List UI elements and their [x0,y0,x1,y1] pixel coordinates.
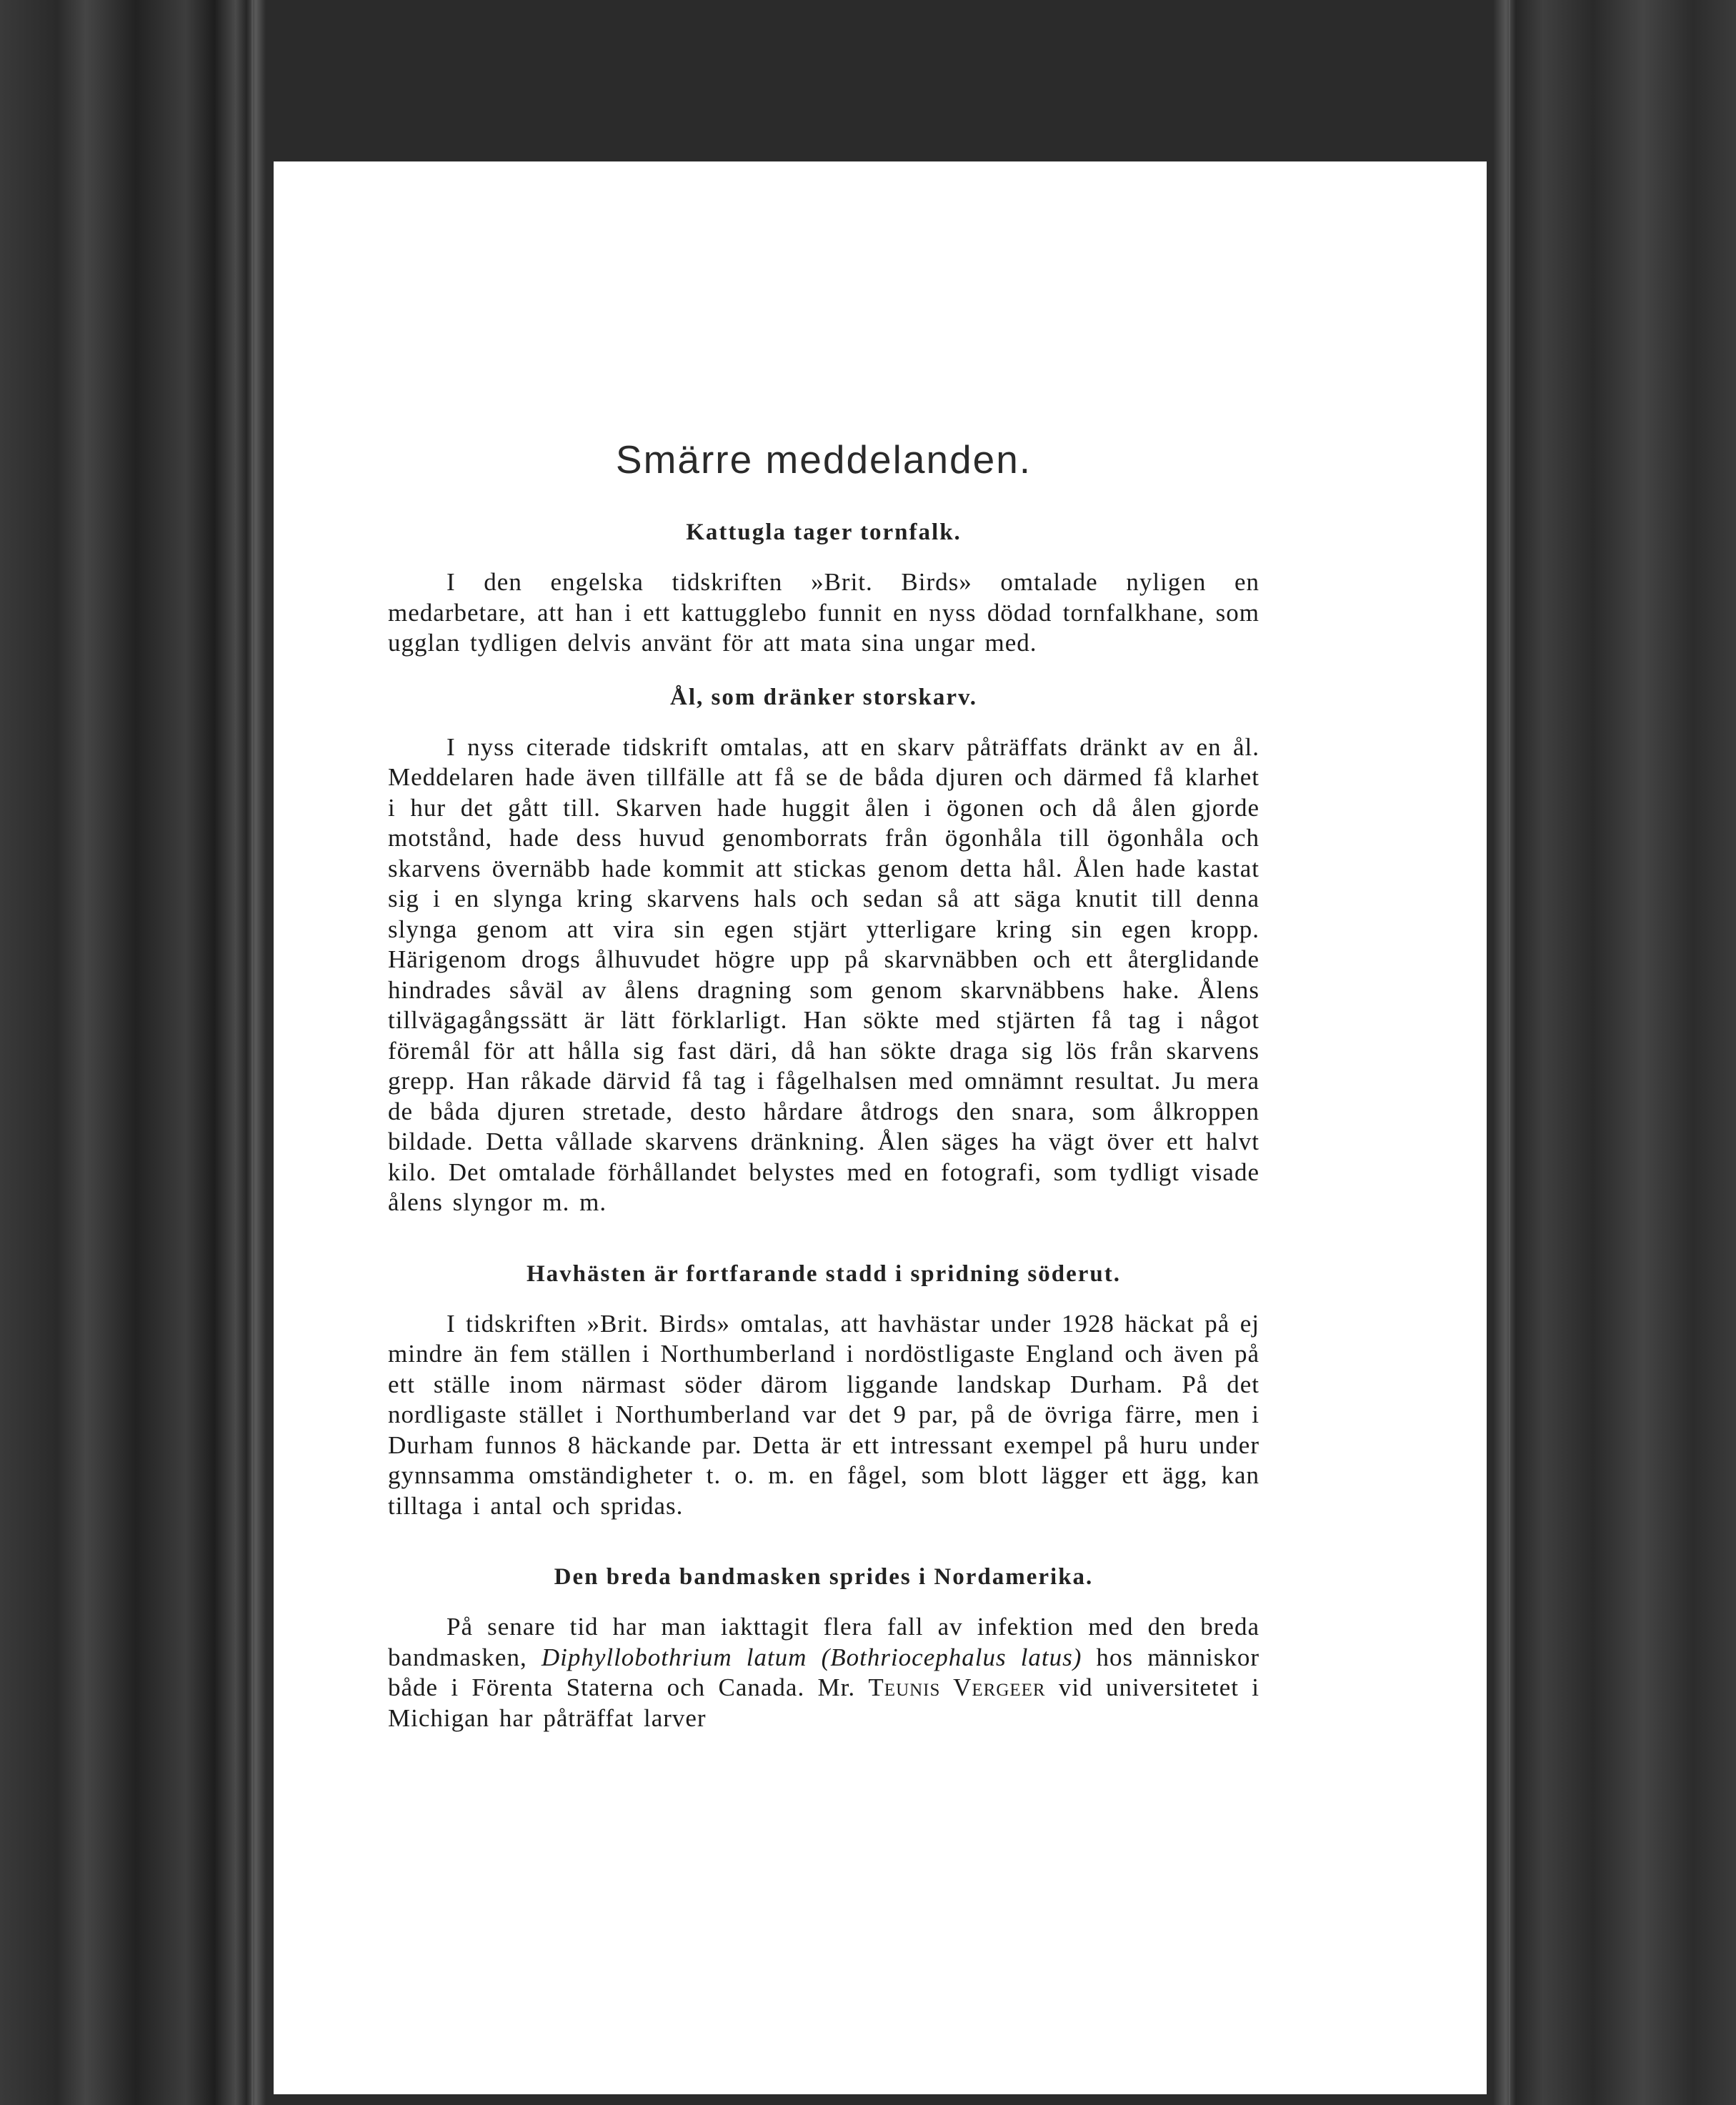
species-name: Diphyllobothrium latum [541,1643,807,1671]
species-synonym: (Bothriocephalus latus) [821,1643,1082,1671]
text-run: På senare tid har man iakttagit flera fall av infektion med den breda bandmasken, [388,1613,1259,1671]
section-kattugla [388,519,1259,659]
section-paragraph: I tidskriften »Brit. Birds» omtalas, att havhästar under 1928 häckat på ej mindre än fem ställen i Northumberland i nordöstligaste England och även på ett ställe inom närmast söder därom liggande landskap Durham. På det nordligaste stället i Northumberland var det 9 par, på de övriga färre, men i Durham funnos 8 häckande par. Detta är ett intressant exempel på huru under gynnsamma omständigheter t. o. m. en fågel, som blott lägger ett ägg, kan tilltaga i antal och spridas. [388,1309,1259,1520]
section-havhasten [388,1261,1259,1522]
document-page [274,161,1487,2094]
section-heading: Havhästen är fortfarande stadd i spridning söderut. [526,1260,1122,1287]
section-al [388,685,1259,1218]
page-title: Smärre meddelanden. [615,437,1032,482]
section-heading: Ål, som dränker storskarv. [670,684,977,710]
person-name: Teunis Vergeer [868,1673,1046,1701]
scan-streak [1509,0,1510,2105]
text-run: hos människor både i Förenta Staterna och Canada. Mr. [388,1643,1259,1701]
text-run [807,1643,821,1671]
scan-streak [251,0,253,2105]
page-content [388,437,1259,1733]
section-paragraph: I nyss citerade tidskrift omtalas, att en skarv påträffats dränkt av en ål. Meddelaren hade även tillfälle att få se de båda djuren och därmed få klarhet i hur det gått till. Skarven hade huggit ålen i ögonen och då ålen gjorde motstånd, hade dess huvud genomborrats från ögonhåla till ögonhåla och skarvens övernäbb hade kommit att stickas genom detta hål. Ålen hade kastat sig i en slynga kring skarvens hals och sedan så att säga knutit till denna slynga genom att vira sin egen stjärt ytterligare kring sin egen kropp. Härigenom drogs ålhuvudet högre upp på skarvnäbben och ett återglidande hindrades såväl av ålens dragning som genom skarvnäbbens hake. Ålens tillvägagångssätt är lätt förklarligt. Han sökte med stjärten få tag i något föremål för att hålla sig fast däri, då han sökte draga sig lös från skarvens grepp. Han råkade därvid få tag i fågelhalsen med omnämnt resultat. Ju mera de båda djuren stretade, desto hårdare åtdrogs den snara, som ålkroppen bildade. Detta vållade skarvens dränkning. Ålen säges ha vägt över ett halvt kilo. Det omtalade förhållandet belystes med en fotografi, som tydligt visade ålens slyngor m. m. [388,732,1259,1216]
section-bandmasken [388,1564,1259,1733]
section-heading: Kattugla tager tornfalk. [686,519,962,545]
text-run: vid universitetet i Michigan har påträffat larver [388,1673,1259,1732]
section-paragraph: I den engelska tidskriften »Brit. Birds» omtalade nyligen en medarbetare, att han i ett kattugglebo funnit en nyss dödad tornfalkhane, som ugglan tydligen delvis använt för att mata sina ungar med. [388,568,1259,657]
section-heading: Den breda bandmasken sprides i Nordamerika. [554,1564,1094,1590]
section-paragraph [388,1612,1259,1733]
